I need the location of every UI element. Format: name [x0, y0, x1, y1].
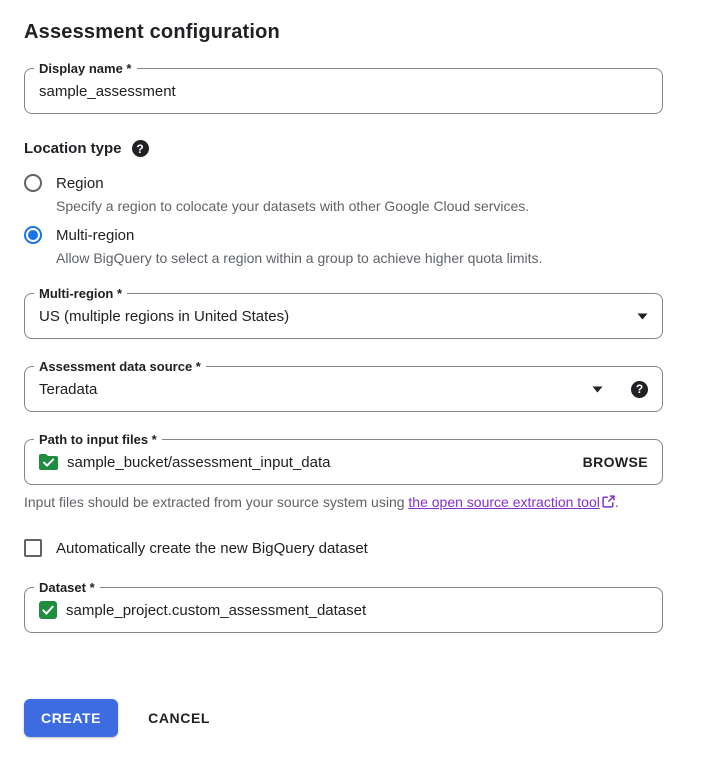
data-source-help-icon[interactable]: ?	[631, 381, 648, 398]
browse-button[interactable]: BROWSE	[582, 454, 648, 470]
region-radio-label[interactable]: Region	[56, 174, 104, 192]
input-path-field[interactable]	[24, 432, 663, 485]
auto-create-dataset-label[interactable]: Automatically create the new BigQuery dataset	[56, 539, 368, 557]
display-name-field[interactable]	[24, 61, 663, 114]
cancel-button[interactable]: CANCEL	[148, 710, 211, 726]
radio-dot	[28, 230, 38, 240]
region-radio[interactable]	[24, 174, 42, 192]
input-path-helper-text	[24, 492, 663, 513]
extraction-tool-link[interactable]: the open source extraction tool	[408, 494, 600, 510]
input-path-value[interactable]: sample_bucket/assessment_input_data	[67, 453, 331, 471]
region-radio-description: Specify a region to colocate your datasets with other Google Cloud services.	[56, 198, 530, 214]
form-actions	[24, 699, 663, 737]
multi-region-radio[interactable]	[24, 226, 42, 244]
data-source-select-label: Assessment data source *	[34, 360, 206, 374]
location-type-label: Location type	[24, 140, 122, 157]
multi-region-radio-description: Allow BigQuery to select a region within a group to achieve higher quota limits.	[56, 250, 543, 266]
create-button[interactable]: CREATE	[24, 699, 118, 737]
radio-option-region[interactable]	[24, 174, 663, 192]
external-link-icon	[602, 493, 615, 513]
display-name-label: Display name *	[34, 62, 137, 76]
dataset-label: Dataset *	[34, 581, 100, 595]
caret-down-icon	[637, 313, 648, 320]
dataset-field[interactable]	[24, 580, 663, 633]
square-check-icon	[39, 601, 57, 619]
location-type-section	[24, 140, 663, 157]
dataset-value[interactable]: sample_project.custom_assessment_dataset	[66, 601, 367, 619]
auto-create-dataset-row[interactable]	[24, 539, 663, 557]
input-path-label: Path to input files *	[34, 433, 162, 447]
multi-region-select[interactable]	[24, 286, 663, 339]
multi-region-select-value[interactable]: US (multiple regions in United States)	[39, 307, 290, 325]
helper-prefix: Input files should be extracted from your source system using	[24, 494, 409, 510]
helper-suffix: .	[614, 494, 619, 510]
caret-down-icon	[592, 386, 603, 393]
radio-option-multi-region[interactable]	[24, 226, 663, 244]
page-title: Assessment configuration	[24, 21, 280, 43]
display-name-value[interactable]: sample_assessment	[39, 82, 176, 100]
data-source-select-value[interactable]: Teradata	[39, 380, 98, 398]
multi-region-radio-label[interactable]: Multi-region	[56, 226, 135, 244]
data-source-select[interactable]	[24, 359, 663, 412]
multi-region-select-label: Multi-region *	[34, 287, 127, 301]
location-type-help-icon[interactable]: ?	[132, 140, 149, 157]
auto-create-dataset-checkbox[interactable]	[24, 539, 42, 557]
folder-check-icon	[39, 454, 58, 470]
